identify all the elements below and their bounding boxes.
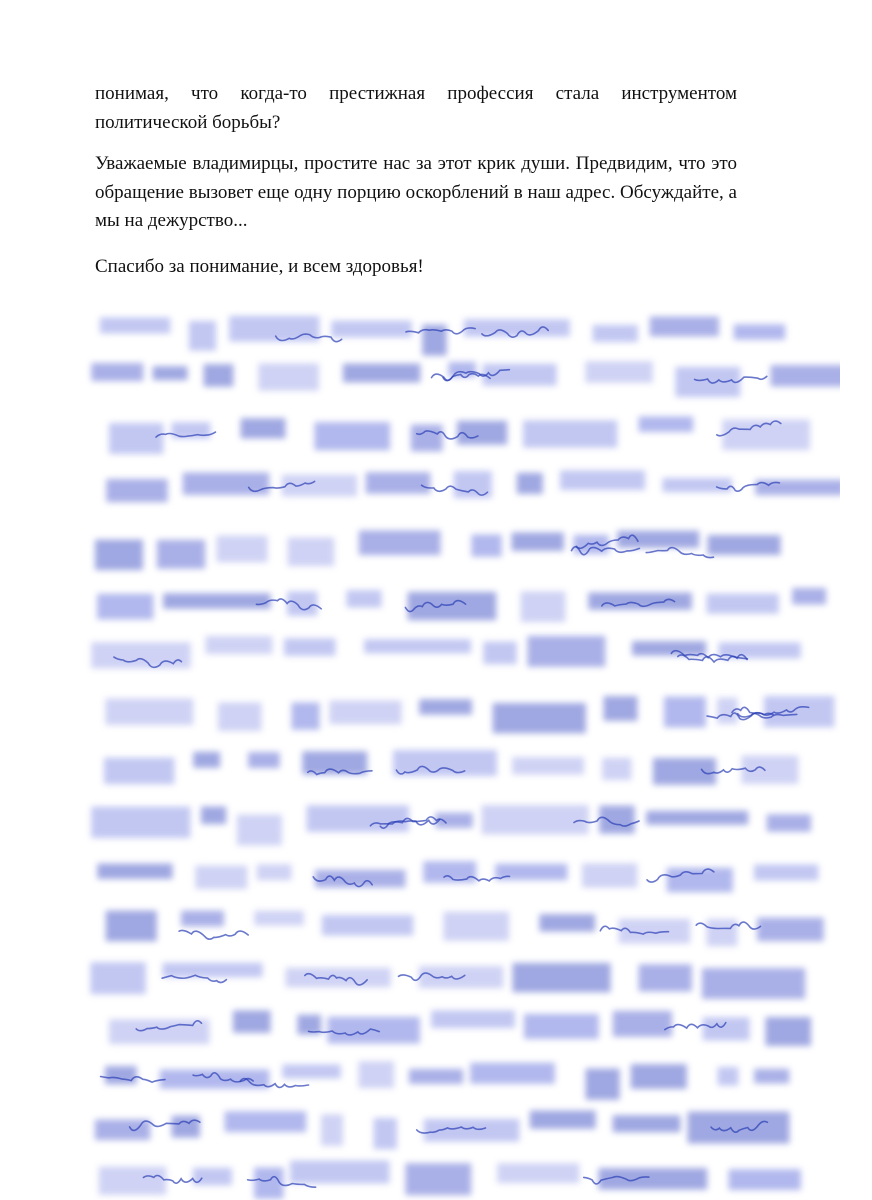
blurred-handwriting-block [602, 758, 631, 780]
blurred-handwriting-block [91, 363, 143, 381]
blurred-handwriting-block [315, 870, 406, 888]
blurred-handwriting-block [604, 696, 638, 721]
blurred-handwriting-block [97, 864, 172, 880]
blurred-handwriting-block [181, 911, 224, 927]
blurred-handwriting-block [718, 1067, 739, 1086]
blurred-handwriting-block [702, 968, 805, 999]
blurred-handwriting-block [667, 868, 733, 893]
blurred-handwriting-block [91, 642, 191, 668]
blurred-handwriting-block [347, 590, 382, 607]
blurred-handwriting-block [248, 752, 280, 768]
blurred-handwriting-block [100, 317, 171, 333]
blurred-handwriting-block [91, 807, 190, 838]
blurred-handwriting-block [290, 1161, 390, 1184]
blurred-handwriting-block [106, 479, 167, 502]
blurred-handwriting-block [729, 1169, 801, 1190]
blurred-handwriting-block [206, 636, 273, 654]
blurred-handwriting-block [483, 642, 516, 665]
blurred-handwriting-block [792, 588, 826, 605]
blurred-handwriting-block [366, 472, 431, 494]
handwriting-region [60, 310, 840, 1200]
blurred-handwriting-block [593, 325, 638, 342]
blurred-handwriting-block [282, 475, 357, 497]
blurred-handwriting-block [754, 1069, 789, 1084]
blurred-handwriting-block [443, 912, 509, 941]
blurred-handwriting-block [359, 530, 441, 555]
blurred-handwriting-block [675, 367, 740, 397]
blurred-handwriting-block [95, 540, 143, 571]
blurred-handwriting-block [470, 1063, 555, 1084]
blurred-handwriting-block [233, 1010, 271, 1032]
blurred-handwriting-block [411, 425, 443, 452]
blurred-handwriting-block [314, 422, 390, 450]
blurred-handwriting-block [512, 757, 584, 774]
blurred-handwriting-block [560, 470, 645, 490]
blurred-handwriting-block [512, 532, 564, 551]
blurred-handwriting-block [493, 703, 586, 733]
blurred-handwriting-block [153, 366, 188, 380]
paragraph-thanks: Спасибо за понимание, и всем здоровья! [95, 256, 424, 277]
paragraph-apology: Уважаемые владимирцы, простите нас за этот крик души. Предвидим, что это обращение вызовет еще одну порцию оскорблений в наш адрес. Обсуждайте, а мы на дежурство... [95, 153, 737, 231]
blurred-handwriting-block [90, 962, 145, 994]
blurred-handwriting-block [237, 815, 282, 846]
blurred-handwriting-block [754, 864, 819, 880]
blurred-handwriting-block [639, 964, 692, 991]
handwritten-signatures-blurred [60, 310, 840, 1200]
blurred-handwriting-block [448, 362, 476, 377]
blurred-handwriting-block [229, 316, 319, 342]
blurred-handwriting-block [193, 752, 220, 768]
blurred-handwriting-block [322, 915, 414, 936]
blurred-handwriting-block [521, 591, 566, 622]
blurred-handwriting-block [524, 1014, 599, 1039]
blurred-handwriting-block [767, 814, 811, 831]
blurred-handwriting-block [471, 534, 501, 556]
blurred-handwriting-block [512, 963, 610, 992]
blurred-handwriting-block [664, 697, 706, 728]
blurred-handwriting-block [157, 540, 205, 569]
blurred-handwriting-block [97, 594, 153, 620]
blurred-handwriting-block [109, 423, 163, 454]
blurred-handwriting-block [530, 1111, 596, 1129]
blurred-handwriting-block [106, 911, 157, 942]
blurred-handwriting-block [646, 811, 748, 825]
blurred-handwriting-block [650, 317, 719, 337]
blurred-handwriting-block [586, 1069, 620, 1100]
blurred-handwriting-block [707, 919, 738, 946]
blurred-handwriting-block [105, 699, 193, 726]
blurred-handwriting-block [257, 864, 292, 880]
blurred-handwriting-block [321, 1114, 343, 1146]
blurred-handwriting-block [307, 805, 409, 832]
blurred-handwriting-block [755, 480, 840, 496]
blurred-handwriting-block [218, 702, 262, 731]
blurred-handwriting-block [195, 866, 247, 889]
blurred-handwriting-block [599, 806, 634, 834]
blurred-handwriting-block [688, 1112, 790, 1144]
blurred-handwriting-block [653, 758, 716, 785]
blurred-handwriting-block [599, 1168, 708, 1190]
blurred-handwriting-block [359, 1061, 395, 1088]
blurred-handwriting-block [539, 914, 595, 932]
blurred-handwriting-block [163, 593, 271, 609]
blurred-handwriting-block [343, 364, 421, 383]
blurred-handwriting-block [287, 591, 317, 615]
blurred-handwriting-block [201, 807, 226, 825]
blurred-handwriting-block [585, 361, 653, 383]
blurred-handwriting-block [374, 1118, 397, 1149]
blurred-handwriting-block [189, 321, 216, 351]
blurred-handwriting-block [639, 416, 694, 432]
blurred-handwriting-block [288, 538, 335, 567]
blurred-handwriting-block [707, 594, 779, 614]
blurred-handwriting-block [204, 364, 234, 387]
blurred-handwriting-block [431, 1010, 515, 1028]
blurred-handwriting-block [588, 593, 692, 610]
blurred-handwriting-block [241, 418, 286, 438]
blurred-handwriting-block [464, 319, 570, 336]
blurred-handwriting-block [284, 638, 336, 656]
blurred-handwriting-block [364, 639, 471, 653]
blurred-handwriting-block [765, 1017, 811, 1046]
blurred-handwriting-block [662, 478, 732, 492]
blurred-handwriting-block [631, 1064, 687, 1089]
ink-stroke [179, 930, 248, 939]
blurred-handwriting-block [105, 1066, 137, 1084]
blurred-handwriting-block [331, 321, 412, 338]
blurred-handwriting-block [482, 805, 589, 834]
blurred-handwriting-block [329, 701, 401, 725]
blurred-handwriting-block [282, 1064, 341, 1078]
blurred-handwriting-block [291, 702, 319, 729]
blurred-handwriting-block [741, 756, 798, 784]
blurred-handwriting-block [217, 536, 268, 563]
blurred-handwriting-block [523, 420, 617, 447]
blurred-handwriting-block [734, 324, 786, 339]
blurred-handwriting-block [258, 363, 319, 390]
blurred-handwriting-block [423, 861, 476, 883]
blurred-handwriting-block [495, 864, 567, 880]
blurred-handwriting-block [405, 1163, 471, 1195]
blurred-handwriting-block [409, 1069, 463, 1084]
blurred-handwriting-block [771, 365, 841, 387]
blurred-handwriting-block [613, 1011, 672, 1037]
blurred-handwriting-block [193, 1168, 232, 1186]
blurred-handwriting-block [703, 1017, 750, 1040]
blurred-handwriting-block [617, 531, 699, 548]
blurred-handwriting-block [435, 813, 473, 828]
blurred-handwriting-block [717, 698, 738, 724]
blurred-handwriting-block [613, 1115, 681, 1132]
blurred-handwriting-block [582, 863, 637, 887]
blurred-handwriting-block [632, 641, 706, 656]
blurred-handwriting-block [172, 1116, 200, 1138]
blurred-handwriting-block [517, 473, 543, 494]
blurred-handwriting-block [225, 1111, 307, 1132]
blurred-handwriting-block [99, 1167, 167, 1195]
blurred-handwriting-block [163, 963, 263, 978]
blurred-handwriting-block [497, 1163, 579, 1183]
blurred-handwriting-block [527, 636, 605, 667]
paragraph-closing-question: понимая, что когда-то престижная профессия стала инструментом политической борьбы? [95, 83, 737, 133]
blurred-handwriting-block [419, 699, 472, 715]
blurred-handwriting-block [104, 758, 174, 785]
blurred-handwriting-block [254, 911, 304, 926]
ink-stroke [646, 548, 713, 558]
blurred-handwriting-block [757, 918, 824, 942]
blurred-handwriting-block [708, 535, 781, 555]
